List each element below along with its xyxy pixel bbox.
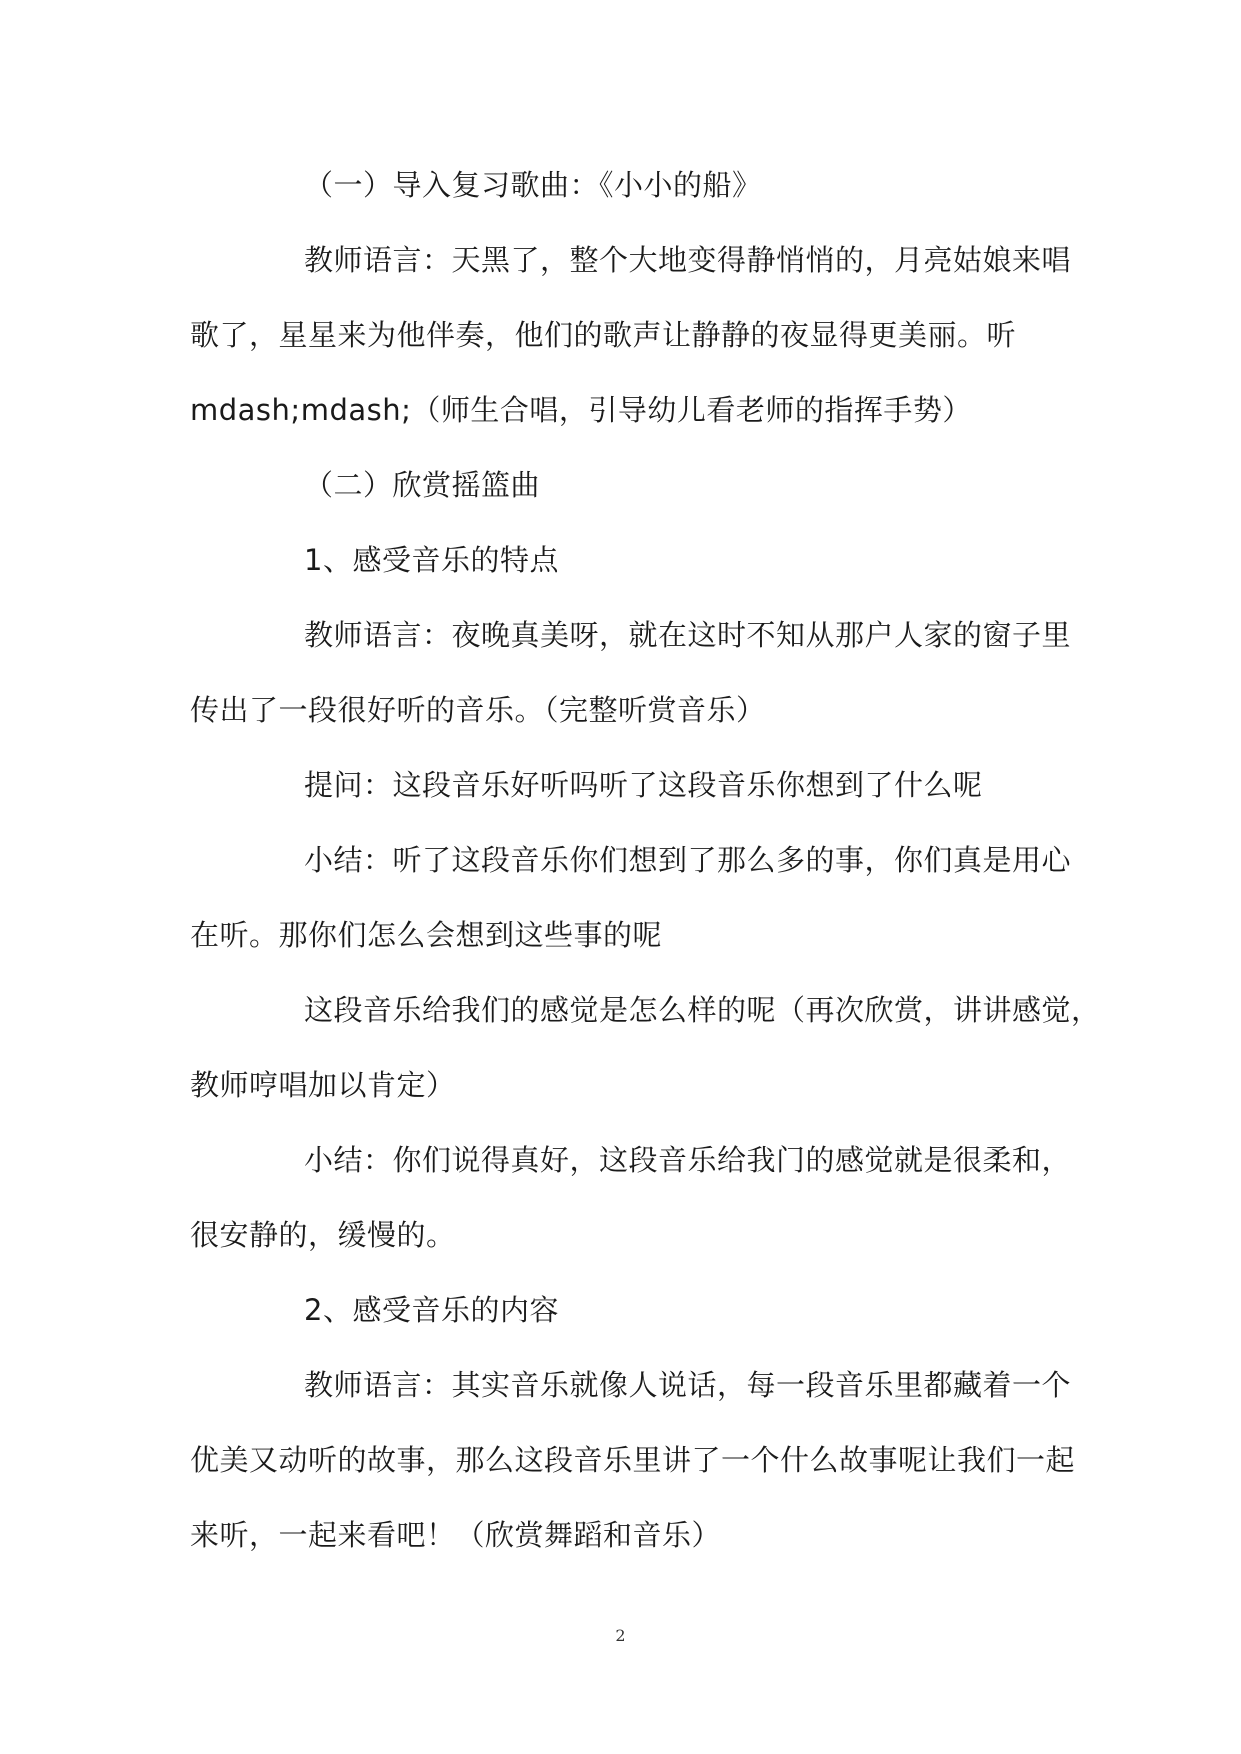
text-line: 教师语言：夜晚真美呀，就在这时不知从那户人家的窗子里 xyxy=(304,618,1072,652)
text-line: mdash;mdash;（师生合唱，引导幼儿看老师的指挥手势） xyxy=(190,393,972,427)
page-number: 2 xyxy=(615,1626,626,1645)
paragraph xyxy=(190,223,1072,448)
text-line: 教师哼唱加以肯定） xyxy=(190,1068,456,1102)
text-line: （二）欣赏摇篮曲 xyxy=(304,468,541,502)
text-line: 很安静的，缓慢的。 xyxy=(190,1218,456,1252)
text-line: 小结：听了这段音乐你们想到了那么多的事，你们真是用心 xyxy=(304,843,1072,877)
subheading xyxy=(190,523,1060,598)
document-body xyxy=(190,148,1101,1573)
text-line: （一）导入复习歌曲：《小小的船》 xyxy=(304,168,762,202)
subheading xyxy=(190,1273,1060,1348)
text-line: 教师语言：天黑了，整个大地变得静悄悄的，月亮姑娘来唱 xyxy=(304,243,1072,277)
paragraph xyxy=(190,1348,1076,1573)
text-line: 小结：你们说得真好，这段音乐给我门的感觉就是很柔和， xyxy=(304,1143,1072,1177)
paragraph xyxy=(190,823,1072,973)
paragraph xyxy=(190,748,1060,823)
section-heading-appreciate xyxy=(190,448,1060,523)
text-line: 2、感受音乐的内容 xyxy=(304,1293,559,1327)
paragraph xyxy=(190,598,1072,748)
paragraph xyxy=(190,1123,1072,1273)
text-line: 优美又动听的故事，那么这段音乐里讲了一个什么故事呢让我们一起 xyxy=(190,1443,1076,1477)
text-line: 来听，一起来看吧！（欣赏舞蹈和音乐） xyxy=(190,1518,722,1552)
text-line: 1、感受音乐的特点 xyxy=(304,543,559,577)
paragraph xyxy=(190,973,1101,1123)
text-line: 歌了，星星来为他伴奏，他们的歌声让静静的夜显得更美丽。听 xyxy=(190,318,1017,352)
text-line: 在听。那你们怎么会想到这些事的呢 xyxy=(190,918,663,952)
section-heading-intro xyxy=(190,148,1060,223)
text-line: 这段音乐给我们的感觉是怎么样的呢（再次欣赏，讲讲感觉， xyxy=(304,993,1101,1027)
text-line: 传出了一段很好听的音乐。（完整听赏音乐） xyxy=(190,693,766,727)
text-line: 提问：这段音乐好听吗听了这段音乐你想到了什么呢 xyxy=(304,768,983,802)
text-line: 教师语言：其实音乐就像人说话，每一段音乐里都藏着一个 xyxy=(304,1368,1072,1402)
